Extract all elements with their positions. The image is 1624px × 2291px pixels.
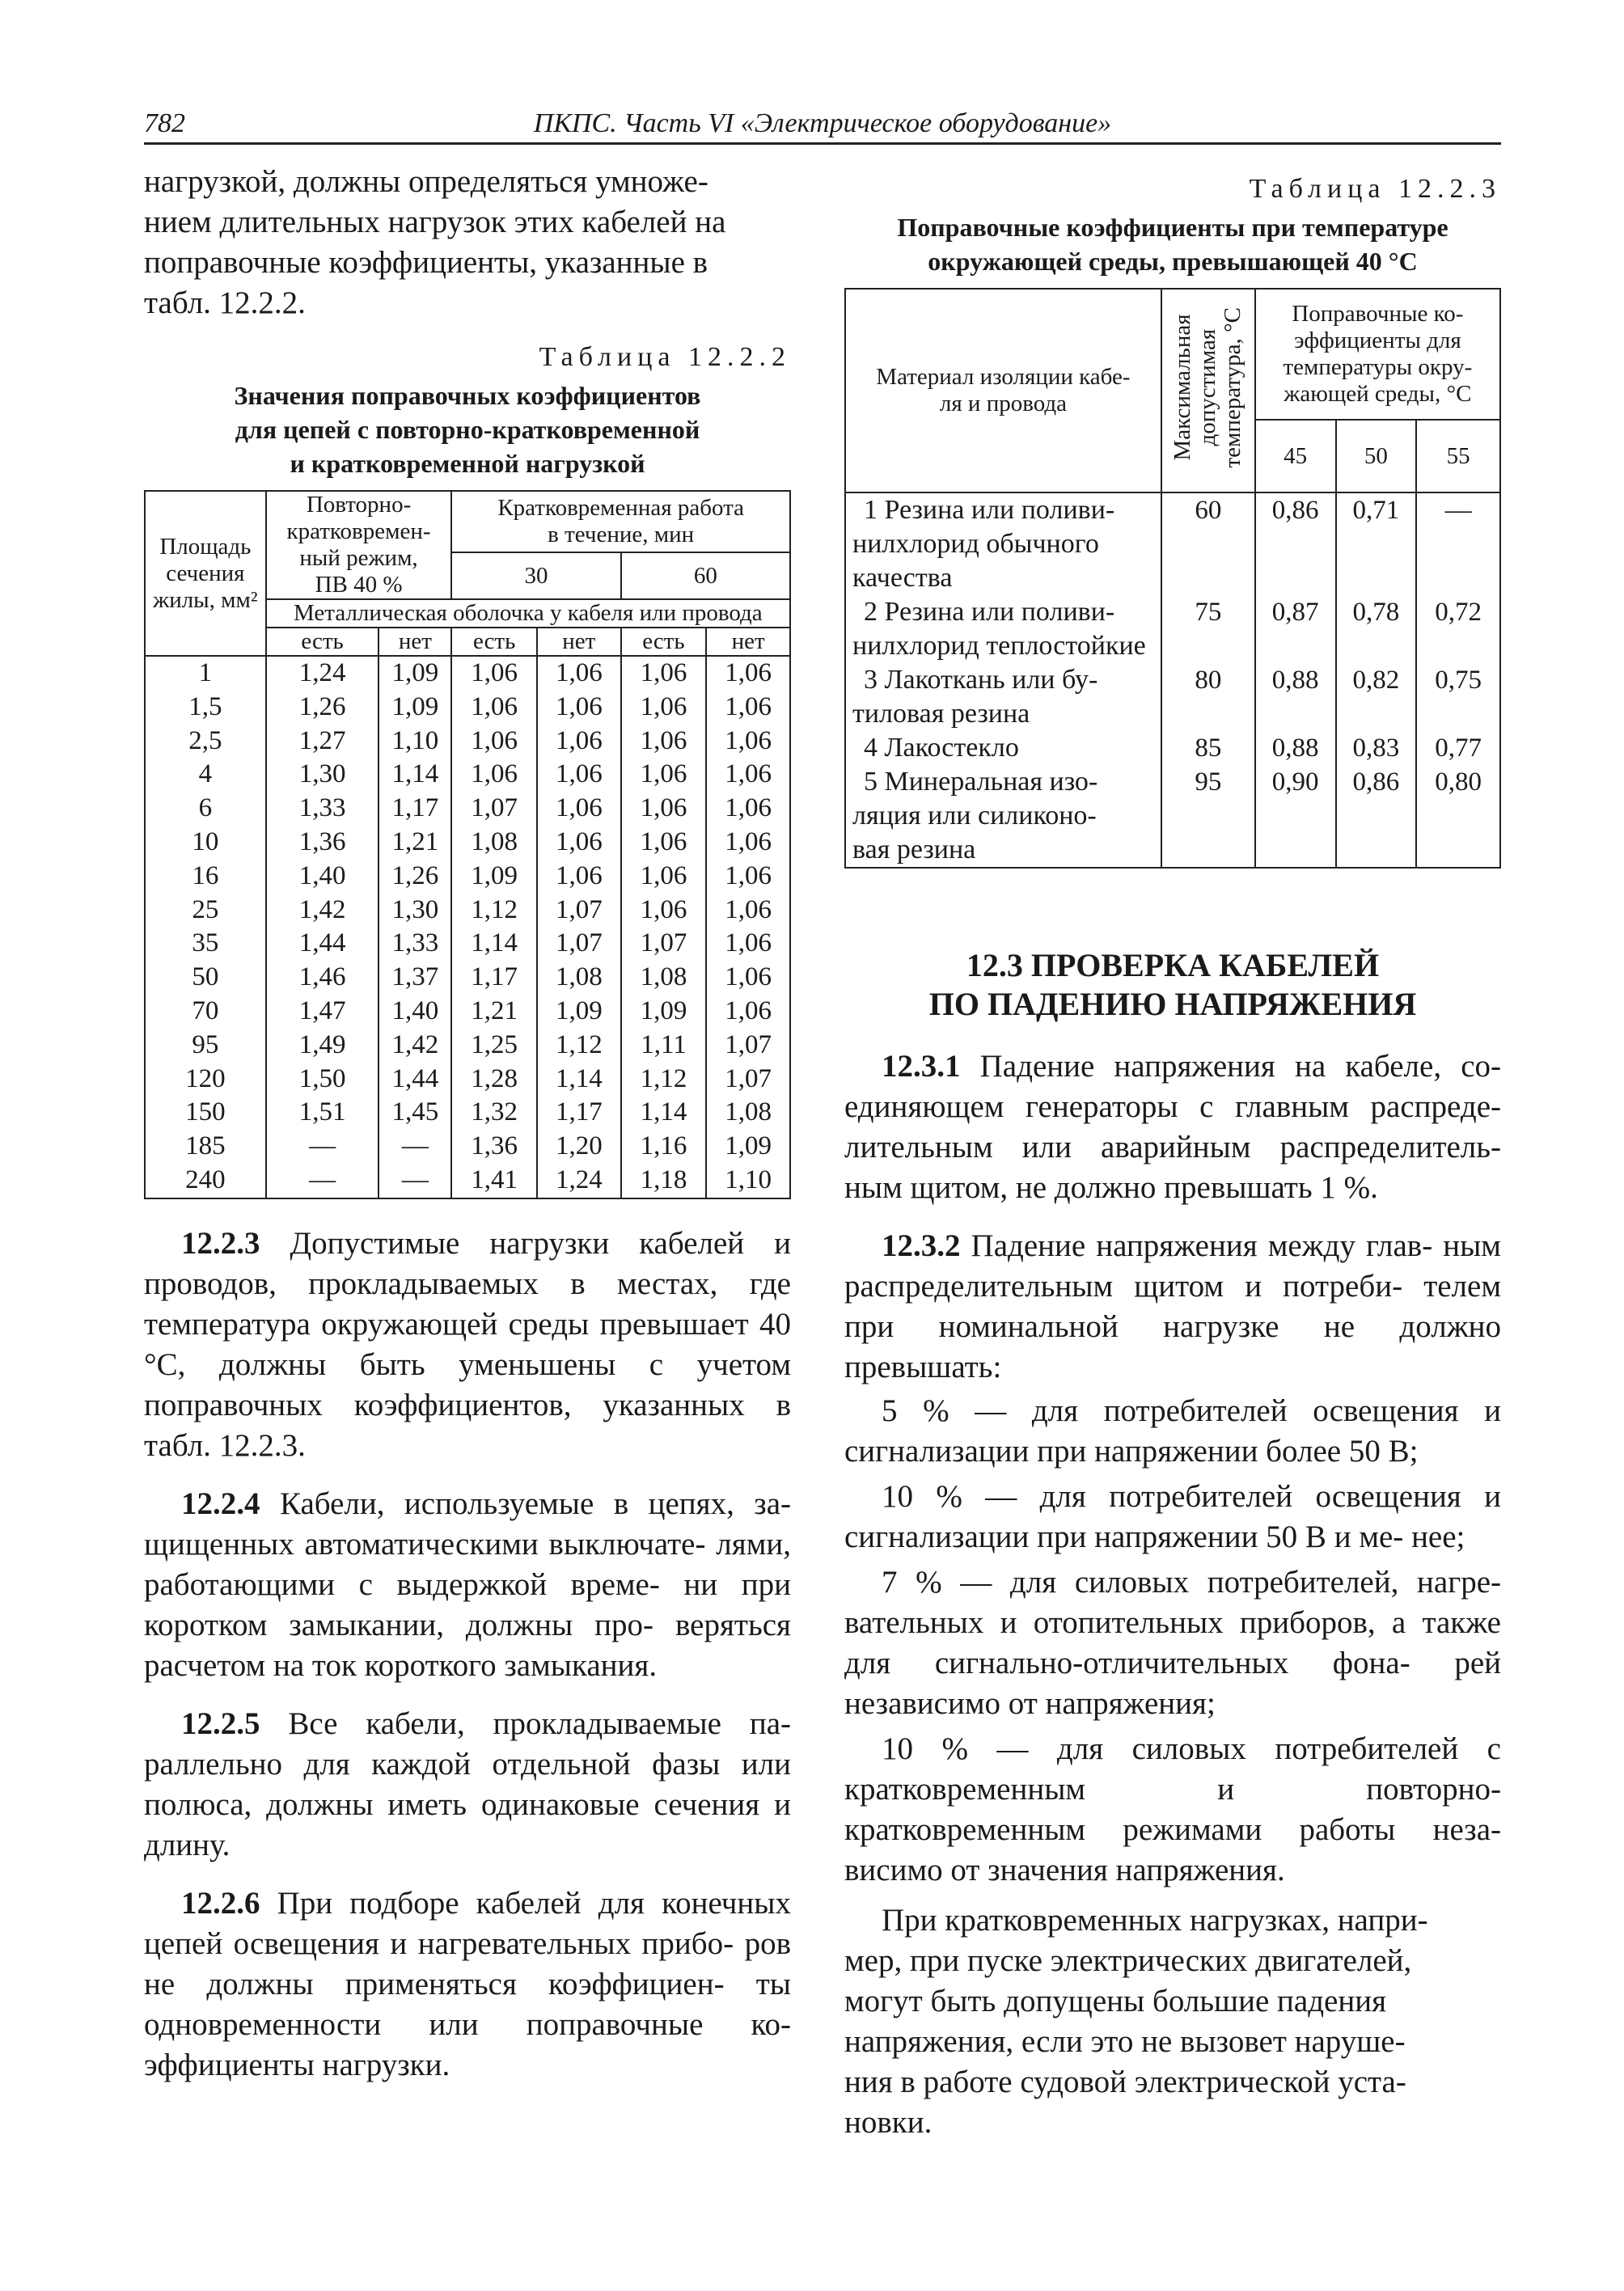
- table-row: [145, 1164, 790, 1198]
- table-cell: 0,71: [1336, 492, 1417, 595]
- table-cell: 1,36: [266, 826, 379, 860]
- text-line: ПО ПАДЕНИЮ НАПРЯЖЕНИЯ: [928, 986, 1417, 1022]
- text-line: проводов, прокладываемых в местах, где: [144, 1266, 791, 1301]
- text-line: цепей освещения и нагревательных прибо-: [144, 1925, 745, 1961]
- table-cell: 1,27: [266, 725, 379, 759]
- table-cell: 0,78: [1336, 595, 1417, 663]
- text-line: раллельно для каждой отдельной фазы или: [144, 1746, 791, 1782]
- text-line: кратковремен-: [286, 518, 431, 544]
- table-cell: 1,24: [537, 1164, 621, 1198]
- table-cell: —: [379, 1130, 451, 1164]
- table-cell: —: [1416, 492, 1500, 595]
- left-column: [144, 162, 791, 2103]
- text-line: нагрузкой, должны определяться умноже-: [144, 164, 708, 199]
- text-line: Значения поправочных коэффициентов: [234, 381, 701, 410]
- table-cell: 1,25: [451, 1029, 537, 1063]
- table-cell: 1,06: [451, 656, 537, 691]
- table-cell: 4: [145, 758, 266, 792]
- list-item: 7 % — для силовых потребителей, нагре- вательных и отопительных приборов, а также для сигнально-отличительных фона- рей независимо от напряжения;: [844, 1565, 1501, 1721]
- table-cell: 1,12: [537, 1029, 621, 1063]
- header-no: нет: [706, 628, 790, 656]
- text-line: Кратковременная работа: [497, 495, 745, 521]
- table-cell: 0,72: [1416, 595, 1500, 663]
- voltage-drop-list: [844, 1391, 1501, 1891]
- paragraph-number: 12.3.2: [882, 1228, 961, 1263]
- text-line: полюса, должны иметь одинаковые сечения: [144, 1786, 775, 1822]
- table-cell: 1,06: [621, 860, 707, 894]
- table-cell: 1,06: [537, 691, 621, 725]
- table-row: [145, 792, 790, 826]
- table-cell: 240: [145, 1164, 266, 1198]
- table-cell: 25: [145, 894, 266, 928]
- paragraph-12-3-1: [844, 1046, 1501, 1208]
- table-cell: 1,06: [706, 792, 790, 826]
- table-cell: 1,47: [266, 995, 379, 1029]
- running-header: [144, 104, 1501, 145]
- table-cell: 1,33: [379, 927, 451, 961]
- table-cell: 1,28: [451, 1063, 537, 1097]
- header-no: нет: [379, 628, 451, 656]
- table-cell: 1,17: [451, 961, 537, 995]
- header-no: нет: [537, 628, 621, 656]
- table-12-2-3-body: [845, 492, 1500, 868]
- table-cell: 1,09: [379, 691, 451, 725]
- table-cell: 1,16: [621, 1130, 707, 1164]
- table-cell: 1,42: [266, 894, 379, 928]
- intro-paragraph: [144, 162, 791, 323]
- table-cell: 1,06: [621, 758, 707, 792]
- table-row: [145, 1029, 790, 1063]
- paragraph-number: 12.3.1: [882, 1049, 961, 1084]
- table-12-2-3-title: [844, 210, 1501, 278]
- table-cell: 1,10: [706, 1164, 790, 1198]
- text-line: сечения: [166, 560, 245, 586]
- table-cell: 1,06: [706, 860, 790, 894]
- table-cell: 1,07: [451, 792, 537, 826]
- text-line: для цепей с повторно-кратковременной: [235, 415, 700, 444]
- header-short-term: [451, 491, 790, 552]
- table-row: [845, 492, 1500, 595]
- paragraph-12-2-4: [144, 1484, 791, 1686]
- table-cell: 1,44: [266, 927, 379, 961]
- table-cell: 1,32: [451, 1096, 537, 1130]
- header-60-min: 60: [621, 552, 790, 599]
- text-line: табл. 12.2.2.: [144, 285, 306, 320]
- table-cell: 85: [1161, 731, 1255, 765]
- text-line: 40 °С, должны быть уменьшены с учетом: [144, 1306, 791, 1382]
- table-cell: 1,12: [451, 894, 537, 928]
- table-cell: 1,37: [379, 961, 451, 995]
- material-cell: 2 Резина или поливи- нилхлорид теплостойкие: [845, 595, 1161, 663]
- running-title: ПКПС. Часть VI «Электрическое оборудование»: [533, 108, 1112, 138]
- text-line: телем при номинальной нагрузке не должно: [844, 1269, 1501, 1344]
- table-cell: 1,44: [379, 1063, 451, 1097]
- table-cell: 1: [145, 656, 266, 691]
- table-cell: 0,90: [1255, 765, 1336, 868]
- table-cell: 50: [145, 961, 266, 995]
- table-cell: 1,24: [266, 656, 379, 691]
- material-cell: 4 Лакостекло: [845, 731, 1161, 765]
- header-sheath: Металлическая оболочка у кабеля или провода: [266, 599, 790, 628]
- text-line: единяющем генераторы с главным распреде-: [844, 1089, 1501, 1124]
- header-45: 45: [1255, 420, 1336, 492]
- table-cell: 1,06: [537, 860, 621, 894]
- material-cell: 3 Лакоткань или бу- тиловая резина: [845, 663, 1161, 731]
- text-line: Все кабели, прокладываемые па-: [260, 1706, 791, 1741]
- table-row: [145, 1096, 790, 1130]
- table-cell: 1,06: [537, 725, 621, 759]
- table-12-2-2-title: [144, 378, 791, 480]
- table-cell: 0,80: [1416, 765, 1500, 868]
- text-line: напряжения, если это не вызовет наруше-: [844, 2024, 1406, 2059]
- table-row: [145, 758, 790, 792]
- table-cell: 1,46: [266, 961, 379, 995]
- table-cell: 1,06: [621, 792, 707, 826]
- text-line: эффициенты нагрузки.: [144, 2047, 450, 2082]
- table-cell: 1,07: [537, 894, 621, 928]
- table-cell: 1,06: [537, 656, 621, 691]
- table-cell: 1,08: [537, 961, 621, 995]
- list-item: 10 % — для потребителей освещения и сигнализации при напряжении 50 В и ме- нее;: [844, 1479, 1501, 1554]
- table-cell: 1,06: [621, 725, 707, 759]
- table-cell: 1,09: [451, 860, 537, 894]
- text-line: жающей среды, °С: [1284, 381, 1472, 407]
- table-row: [145, 894, 790, 928]
- table-cell: 1,17: [379, 792, 451, 826]
- table-cell: 1,41: [451, 1164, 537, 1198]
- header-55: 55: [1416, 420, 1500, 492]
- paragraph-12-3-2: [844, 1226, 1501, 1388]
- header-yes: есть: [451, 628, 537, 656]
- table-cell: 1,21: [451, 995, 537, 1029]
- table-cell: 2,5: [145, 725, 266, 759]
- table-cell: 1,07: [706, 1063, 790, 1097]
- text-line: Поправочные коэффициенты при температуре: [897, 213, 1448, 242]
- table-cell: 10: [145, 826, 266, 860]
- table-cell: 1,06: [537, 792, 621, 826]
- table-cell: 0,75: [1416, 663, 1500, 731]
- table-cell: 1,08: [621, 961, 707, 995]
- text-line: ни при коротком замыкании, должны про-: [144, 1566, 791, 1642]
- text-line: и кратковременной нагрузкой: [290, 449, 645, 478]
- table-row: [845, 731, 1500, 765]
- table-cell: 1,07: [706, 1029, 790, 1063]
- table-cell: 1,06: [706, 995, 790, 1029]
- header-30-min: 30: [451, 552, 620, 599]
- table-cell: 35: [145, 927, 266, 961]
- table-cell: 1,17: [537, 1096, 621, 1130]
- table-cell: 1,18: [621, 1164, 707, 1198]
- table-cell: 1,06: [706, 961, 790, 995]
- text-line: табл. 12.2.3.: [144, 1427, 306, 1463]
- table-cell: 80: [1161, 663, 1255, 731]
- table-cell: —: [266, 1164, 379, 1198]
- header-max-temp-text: [1170, 307, 1245, 468]
- material-cell: 1 Резина или поливи- нилхлорид обычного качества: [845, 492, 1161, 595]
- list-item: 5 % — для потребителей освещения и сигнализации при напряжении более 50 В;: [844, 1393, 1501, 1469]
- text-line: Максимальная: [1169, 314, 1196, 461]
- table-cell: 1,45: [379, 1096, 451, 1130]
- table-cell: 75: [1161, 595, 1255, 663]
- text-line: температура окружающей среды превышает: [144, 1306, 759, 1342]
- table-cell: 16: [145, 860, 266, 894]
- table-cell: 1,06: [621, 826, 707, 860]
- text-line: поправочные коэффициенты, указанные в: [144, 245, 708, 280]
- paragraph-12-2-6: [144, 1883, 791, 2086]
- table-cell: 1,06: [706, 894, 790, 928]
- table-row: [145, 927, 790, 961]
- table-cell: 1,49: [266, 1029, 379, 1063]
- table-cell: 60: [1161, 492, 1255, 595]
- table-cell: 1,42: [379, 1029, 451, 1063]
- table-cell: 1,06: [621, 656, 707, 691]
- table-cell: 1,06: [706, 691, 790, 725]
- table-cell: 1,06: [537, 758, 621, 792]
- text-line: допустимая: [1195, 328, 1221, 446]
- table-cell: 1,06: [706, 927, 790, 961]
- table-cell: 1,09: [706, 1130, 790, 1164]
- table-cell: 0,88: [1255, 663, 1336, 731]
- text-line: Площадь: [159, 533, 252, 560]
- text-line: температуры окру-: [1283, 354, 1473, 380]
- table-row: [845, 663, 1500, 731]
- table-cell: 0,88: [1255, 731, 1336, 765]
- header-area: [145, 491, 266, 656]
- text-line: и длину.: [144, 1786, 791, 1862]
- text-line: При кратковременных нагрузках, напри-: [882, 1903, 1428, 1938]
- table-cell: 1,30: [379, 894, 451, 928]
- table-cell: 1,40: [266, 860, 379, 894]
- header-50: 50: [1336, 420, 1417, 492]
- table-12-2-2-body: [145, 656, 790, 1198]
- table-cell: 1,33: [266, 792, 379, 826]
- text-line: лями, работающими с выдержкой време-: [144, 1526, 791, 1602]
- text-line: Поправочные ко-: [1292, 301, 1464, 327]
- table-cell: 1,40: [379, 995, 451, 1029]
- text-line: Кабели, используемые в цепях, за-: [260, 1486, 791, 1521]
- table-cell: 1,08: [706, 1096, 790, 1130]
- table-cell: 70: [145, 995, 266, 1029]
- table-row: [145, 961, 790, 995]
- text-line: превышать:: [844, 1350, 1002, 1384]
- table-cell: 0,86: [1255, 492, 1336, 595]
- text-line: щищенных автоматическими выключате-: [144, 1526, 717, 1562]
- table-cell: —: [379, 1164, 451, 1198]
- paragraph-number: 12.2.6: [181, 1885, 260, 1921]
- header-yes: есть: [266, 628, 379, 656]
- table-cell: 1,14: [537, 1063, 621, 1097]
- table-cell: 1,07: [537, 927, 621, 961]
- table-12-2-2: [144, 490, 791, 1199]
- text-line: ный режим,: [299, 545, 418, 571]
- text-line: эффициенты для: [1294, 328, 1461, 353]
- text-line: ля и провода: [939, 391, 1068, 416]
- table-cell: 1,14: [379, 758, 451, 792]
- table-cell: —: [266, 1130, 379, 1164]
- header-max-temp: [1161, 289, 1255, 492]
- text-line: лительным или аварийным распределитель-: [844, 1130, 1501, 1165]
- table-row: [145, 860, 790, 894]
- table-cell: 0,83: [1336, 731, 1417, 765]
- text-line: могут быть допущены большие падения: [844, 1984, 1387, 2018]
- text-line: поправочных коэффициентов, указанных в: [144, 1387, 791, 1422]
- text-line: ния в работе судовой электрической уста-: [844, 2065, 1406, 2099]
- text-line: веряться расчетом на ток короткого: [144, 1607, 791, 1683]
- table-cell: 1,10: [379, 725, 451, 759]
- text-line: Падение напряжения между глав-: [960, 1228, 1444, 1263]
- paragraph-number: 12.2.5: [181, 1706, 260, 1741]
- table-cell: 1,06: [451, 758, 537, 792]
- page-number: 782: [144, 108, 185, 138]
- table-cell: 1,06: [706, 656, 790, 691]
- text-line: Материал изоляции кабе-: [876, 364, 1131, 390]
- table-cell: 1,26: [266, 691, 379, 725]
- table-row: [145, 826, 790, 860]
- table-row: [145, 691, 790, 725]
- text-line: При подборе кабелей для конечных: [260, 1885, 791, 1921]
- table-12-2-2-caption: Таблица 12.2.2: [539, 342, 791, 372]
- table-cell: 120: [145, 1063, 266, 1097]
- text-line: ты одновременности или поправочные ко-: [144, 1966, 791, 2042]
- table-cell: 1,08: [451, 826, 537, 860]
- table-cell: 1,26: [379, 860, 451, 894]
- table-12-2-3-caption: Таблица 12.2.3: [1249, 174, 1501, 204]
- text-line: ров не должны применяться коэффициен-: [144, 1925, 791, 2001]
- table-cell: 1,14: [451, 927, 537, 961]
- paragraph-12-2-5: [144, 1704, 791, 1866]
- table-cell: 1,51: [266, 1096, 379, 1130]
- closing-paragraph: [844, 1900, 1501, 2143]
- table-row: [145, 1063, 790, 1097]
- text-line: мер, при пуске электрических двигателей,: [844, 1943, 1412, 1978]
- table-cell: 185: [145, 1130, 266, 1164]
- table-cell: 0,87: [1255, 595, 1336, 663]
- table-cell: 6: [145, 792, 266, 826]
- table-cell: 0,86: [1336, 765, 1417, 868]
- table-cell: 1,06: [451, 691, 537, 725]
- table-cell: 0,77: [1416, 731, 1500, 765]
- table-cell: 95: [1161, 765, 1255, 868]
- table-cell: 1,09: [621, 995, 707, 1029]
- text-line: 12.3 ПРОВЕРКА КАБЕЛЕЙ: [966, 947, 1380, 983]
- text-line: нием длительных нагрузок этих кабелей на: [144, 205, 726, 239]
- text-line: ПВ 40 %: [315, 572, 403, 598]
- table-cell: 1,12: [621, 1063, 707, 1097]
- text-line: Повторно-: [306, 492, 412, 518]
- table-cell: 1,06: [706, 725, 790, 759]
- table-cell: 95: [145, 1029, 266, 1063]
- text-line: окружающей среды, превышающей 40 °С: [928, 247, 1418, 276]
- paragraph-12-2-3: [144, 1224, 791, 1466]
- table-cell: 1,07: [621, 927, 707, 961]
- table-row: [145, 1130, 790, 1164]
- text-line: Допустимые нагрузки кабелей и: [260, 1225, 791, 1261]
- table-cell: 1,06: [621, 894, 707, 928]
- table-cell: 1,30: [266, 758, 379, 792]
- section-heading-12-3: [844, 946, 1501, 1024]
- text-line: в течение, мин: [548, 522, 695, 547]
- paragraph-number: 12.2.3: [181, 1225, 260, 1261]
- right-column: [844, 162, 1501, 2161]
- table-row: [845, 765, 1500, 868]
- table-cell: 1,36: [451, 1130, 537, 1164]
- table-12-2-3: [844, 288, 1501, 869]
- header-material: [845, 289, 1161, 492]
- table-cell: 0,82: [1336, 663, 1417, 731]
- text-line: новки.: [844, 2105, 933, 2140]
- table-cell: 1,09: [537, 995, 621, 1029]
- header-pv-mode: [266, 491, 452, 599]
- table-cell: 150: [145, 1096, 266, 1130]
- table-row: [145, 995, 790, 1029]
- text-line: жилы, мм²: [153, 586, 258, 613]
- table-cell: 1,06: [537, 826, 621, 860]
- table-row: [145, 656, 790, 691]
- table-cell: 1,09: [379, 656, 451, 691]
- table-row: [845, 595, 1500, 663]
- table-cell: 1,06: [451, 725, 537, 759]
- text-line: Падение напряжения на кабеле, со-: [960, 1049, 1501, 1084]
- table-cell: 1,5: [145, 691, 266, 725]
- table-cell: 1,06: [706, 758, 790, 792]
- text-line: замыкания.: [504, 1647, 658, 1683]
- table-row: [145, 725, 790, 759]
- material-cell: 5 Минеральная изо- ляция или силиконо- вая резина: [845, 765, 1161, 868]
- table-cell: 1,50: [266, 1063, 379, 1097]
- header-yes: есть: [621, 628, 707, 656]
- text-line: температура, °С: [1220, 306, 1246, 468]
- list-item: 10 % — для силовых потребителей с кратковременным и повторно- кратковременным режимами работы неза- висимо от значения напряжения.: [844, 1731, 1501, 1887]
- table-cell: 1,21: [379, 826, 451, 860]
- table-cell: 1,06: [621, 691, 707, 725]
- paragraph-number: 12.2.4: [181, 1486, 260, 1521]
- table-cell: 1,11: [621, 1029, 707, 1063]
- text-line: ным распределительным щитом и потреби-: [844, 1228, 1501, 1304]
- table-cell: 1,14: [621, 1096, 707, 1130]
- text-line: ным щитом, не должно превышать 1 %.: [844, 1170, 1378, 1205]
- table-cell: 1,06: [706, 826, 790, 860]
- header-coefficients: [1255, 289, 1500, 420]
- table-cell: 1,20: [537, 1130, 621, 1164]
